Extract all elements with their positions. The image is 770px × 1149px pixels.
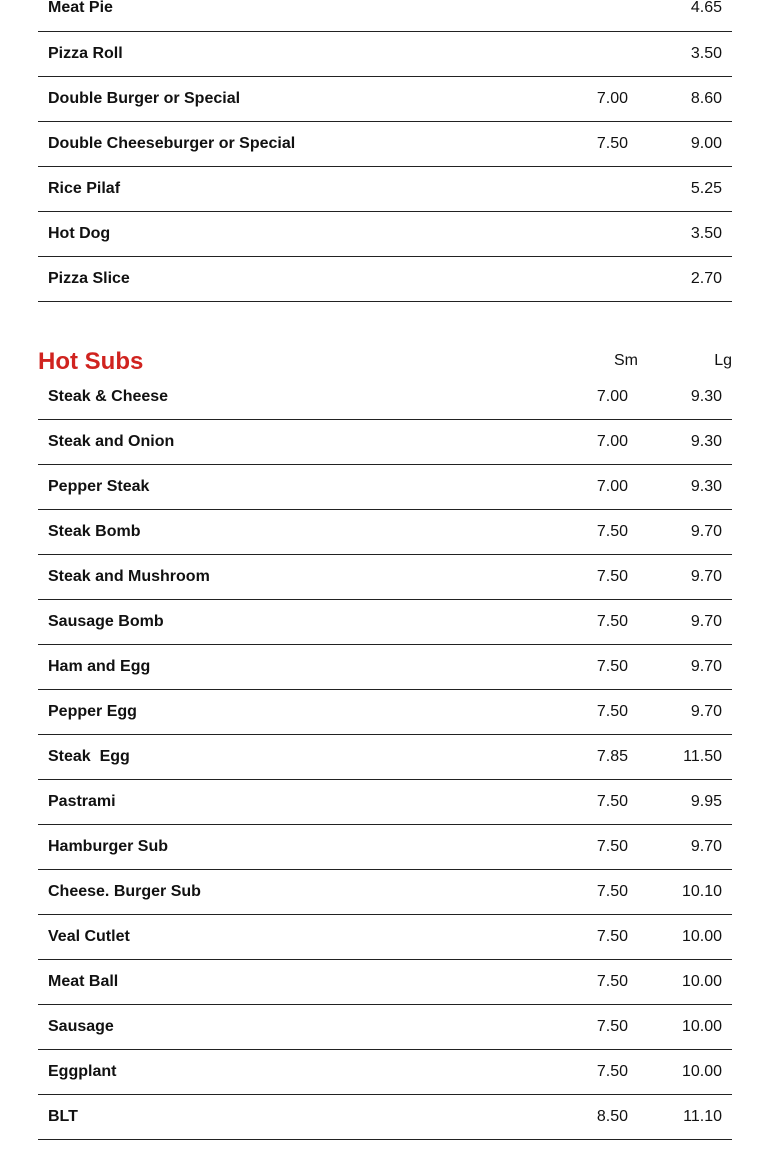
item-name: Meat Pie bbox=[48, 0, 113, 16]
menu-item-row bbox=[38, 960, 732, 1005]
item-name: Steak and Onion bbox=[48, 433, 175, 450]
price-small: 7.00 bbox=[596, 388, 628, 405]
item-name: Pizza Slice bbox=[48, 270, 130, 287]
price-small: 7.50 bbox=[596, 135, 628, 152]
menu-section-hot-subs bbox=[38, 375, 732, 1140]
price-small: 7.00 bbox=[596, 90, 628, 107]
item-name: Steak Egg bbox=[48, 748, 130, 765]
menu-item-row bbox=[38, 257, 732, 302]
price-large: 3.50 bbox=[690, 225, 722, 242]
price-small: 7.50 bbox=[596, 658, 628, 675]
item-name: Hot Dog bbox=[48, 225, 111, 242]
item-name: Pepper Egg bbox=[48, 703, 137, 720]
price-small: 7.00 bbox=[596, 433, 628, 450]
price-small: 8.50 bbox=[596, 1108, 628, 1125]
price-small: 7.50 bbox=[596, 523, 628, 540]
price-large: 10.00 bbox=[681, 928, 722, 945]
menu-item-row bbox=[38, 1050, 732, 1095]
section-title: Hot Subs bbox=[38, 348, 144, 375]
price-small: 7.50 bbox=[596, 568, 628, 585]
price-small: 7.50 bbox=[596, 1018, 628, 1035]
price-large: 9.70 bbox=[690, 838, 722, 855]
price-large: 5.25 bbox=[690, 180, 722, 197]
menu-item-row bbox=[38, 780, 732, 825]
item-name: Double Cheeseburger or Special bbox=[48, 135, 296, 152]
price-small: 7.50 bbox=[596, 838, 628, 855]
price-large: 11.50 bbox=[683, 748, 722, 765]
menu-item-row bbox=[38, 735, 732, 780]
price-large: 9.70 bbox=[690, 658, 722, 675]
item-name: Pepper Steak bbox=[48, 478, 150, 495]
price-large: 2.70 bbox=[690, 270, 722, 287]
price-small: 7.00 bbox=[596, 478, 628, 495]
price-large: 9.95 bbox=[690, 793, 722, 810]
item-name: BLT bbox=[48, 1108, 78, 1125]
menu-item-row bbox=[38, 555, 732, 600]
menu-item-row bbox=[38, 600, 732, 645]
item-name: Steak and Mushroom bbox=[48, 568, 210, 585]
item-name: Ham and Egg bbox=[48, 658, 151, 675]
size-small-label: Sm bbox=[614, 352, 638, 369]
price-large: 11.10 bbox=[683, 1108, 722, 1125]
menu-item-row bbox=[38, 420, 732, 465]
size-large-label: Lg bbox=[714, 352, 732, 369]
item-name: Veal Cutlet bbox=[48, 928, 130, 945]
menu-item-row bbox=[38, 0, 732, 32]
price-small: 7.85 bbox=[596, 748, 628, 765]
menu-item-row bbox=[38, 690, 732, 735]
menu-item-row bbox=[38, 510, 732, 555]
menu-item-row bbox=[38, 1005, 732, 1050]
price-small: 7.50 bbox=[596, 613, 628, 630]
price-large: 9.00 bbox=[690, 135, 722, 152]
item-name: Steak & Cheese bbox=[48, 388, 169, 405]
menu-item-row bbox=[38, 645, 732, 690]
price-large: 8.60 bbox=[690, 90, 722, 107]
price-small: 7.50 bbox=[596, 703, 628, 720]
menu-item-row bbox=[38, 915, 732, 960]
menu-item-row bbox=[38, 212, 732, 257]
price-large: 9.70 bbox=[690, 703, 722, 720]
item-name: Cheese. Burger Sub bbox=[48, 883, 201, 900]
menu-item-row bbox=[38, 375, 732, 420]
item-name: Sausage Bomb bbox=[48, 613, 164, 630]
price-large: 9.70 bbox=[690, 523, 722, 540]
price-large: 10.10 bbox=[681, 883, 722, 900]
item-name: Pizza Roll bbox=[48, 45, 123, 62]
item-name: Double Burger or Special bbox=[48, 90, 241, 107]
menu-item-row bbox=[38, 870, 732, 915]
price-large: 10.00 bbox=[681, 973, 722, 990]
price-small: 7.50 bbox=[596, 793, 628, 810]
menu-item-row bbox=[38, 167, 732, 212]
price-large: 3.50 bbox=[690, 45, 722, 62]
price-small: 7.50 bbox=[596, 928, 628, 945]
price-large: 10.00 bbox=[681, 1018, 722, 1035]
price-large: 9.70 bbox=[690, 568, 722, 585]
menu-item-row bbox=[38, 32, 732, 77]
item-name: Sausage bbox=[48, 1018, 114, 1035]
price-large: 9.30 bbox=[690, 433, 722, 450]
item-name: Pastrami bbox=[48, 793, 116, 810]
menu-item-row bbox=[38, 1095, 732, 1140]
item-name: Hamburger Sub bbox=[48, 838, 169, 855]
price-large: 9.70 bbox=[690, 613, 722, 630]
menu-item-row bbox=[38, 825, 732, 870]
item-name: Eggplant bbox=[48, 1063, 117, 1080]
item-name: Rice Pilaf bbox=[48, 180, 121, 197]
price-large: 9.30 bbox=[690, 478, 722, 495]
price-large: 9.30 bbox=[690, 388, 722, 405]
menu-item-row bbox=[38, 77, 732, 122]
item-name: Steak Bomb bbox=[48, 523, 141, 540]
menu-item-row bbox=[38, 465, 732, 510]
price-small: 7.50 bbox=[596, 1063, 628, 1080]
price-large: 4.65 bbox=[690, 0, 722, 16]
price-large: 10.00 bbox=[681, 1063, 722, 1080]
price-small: 7.50 bbox=[596, 973, 628, 990]
price-small: 7.50 bbox=[596, 883, 628, 900]
menu-section-top bbox=[38, 0, 732, 302]
item-name: Meat Ball bbox=[48, 973, 119, 990]
menu-item-row bbox=[38, 122, 732, 167]
